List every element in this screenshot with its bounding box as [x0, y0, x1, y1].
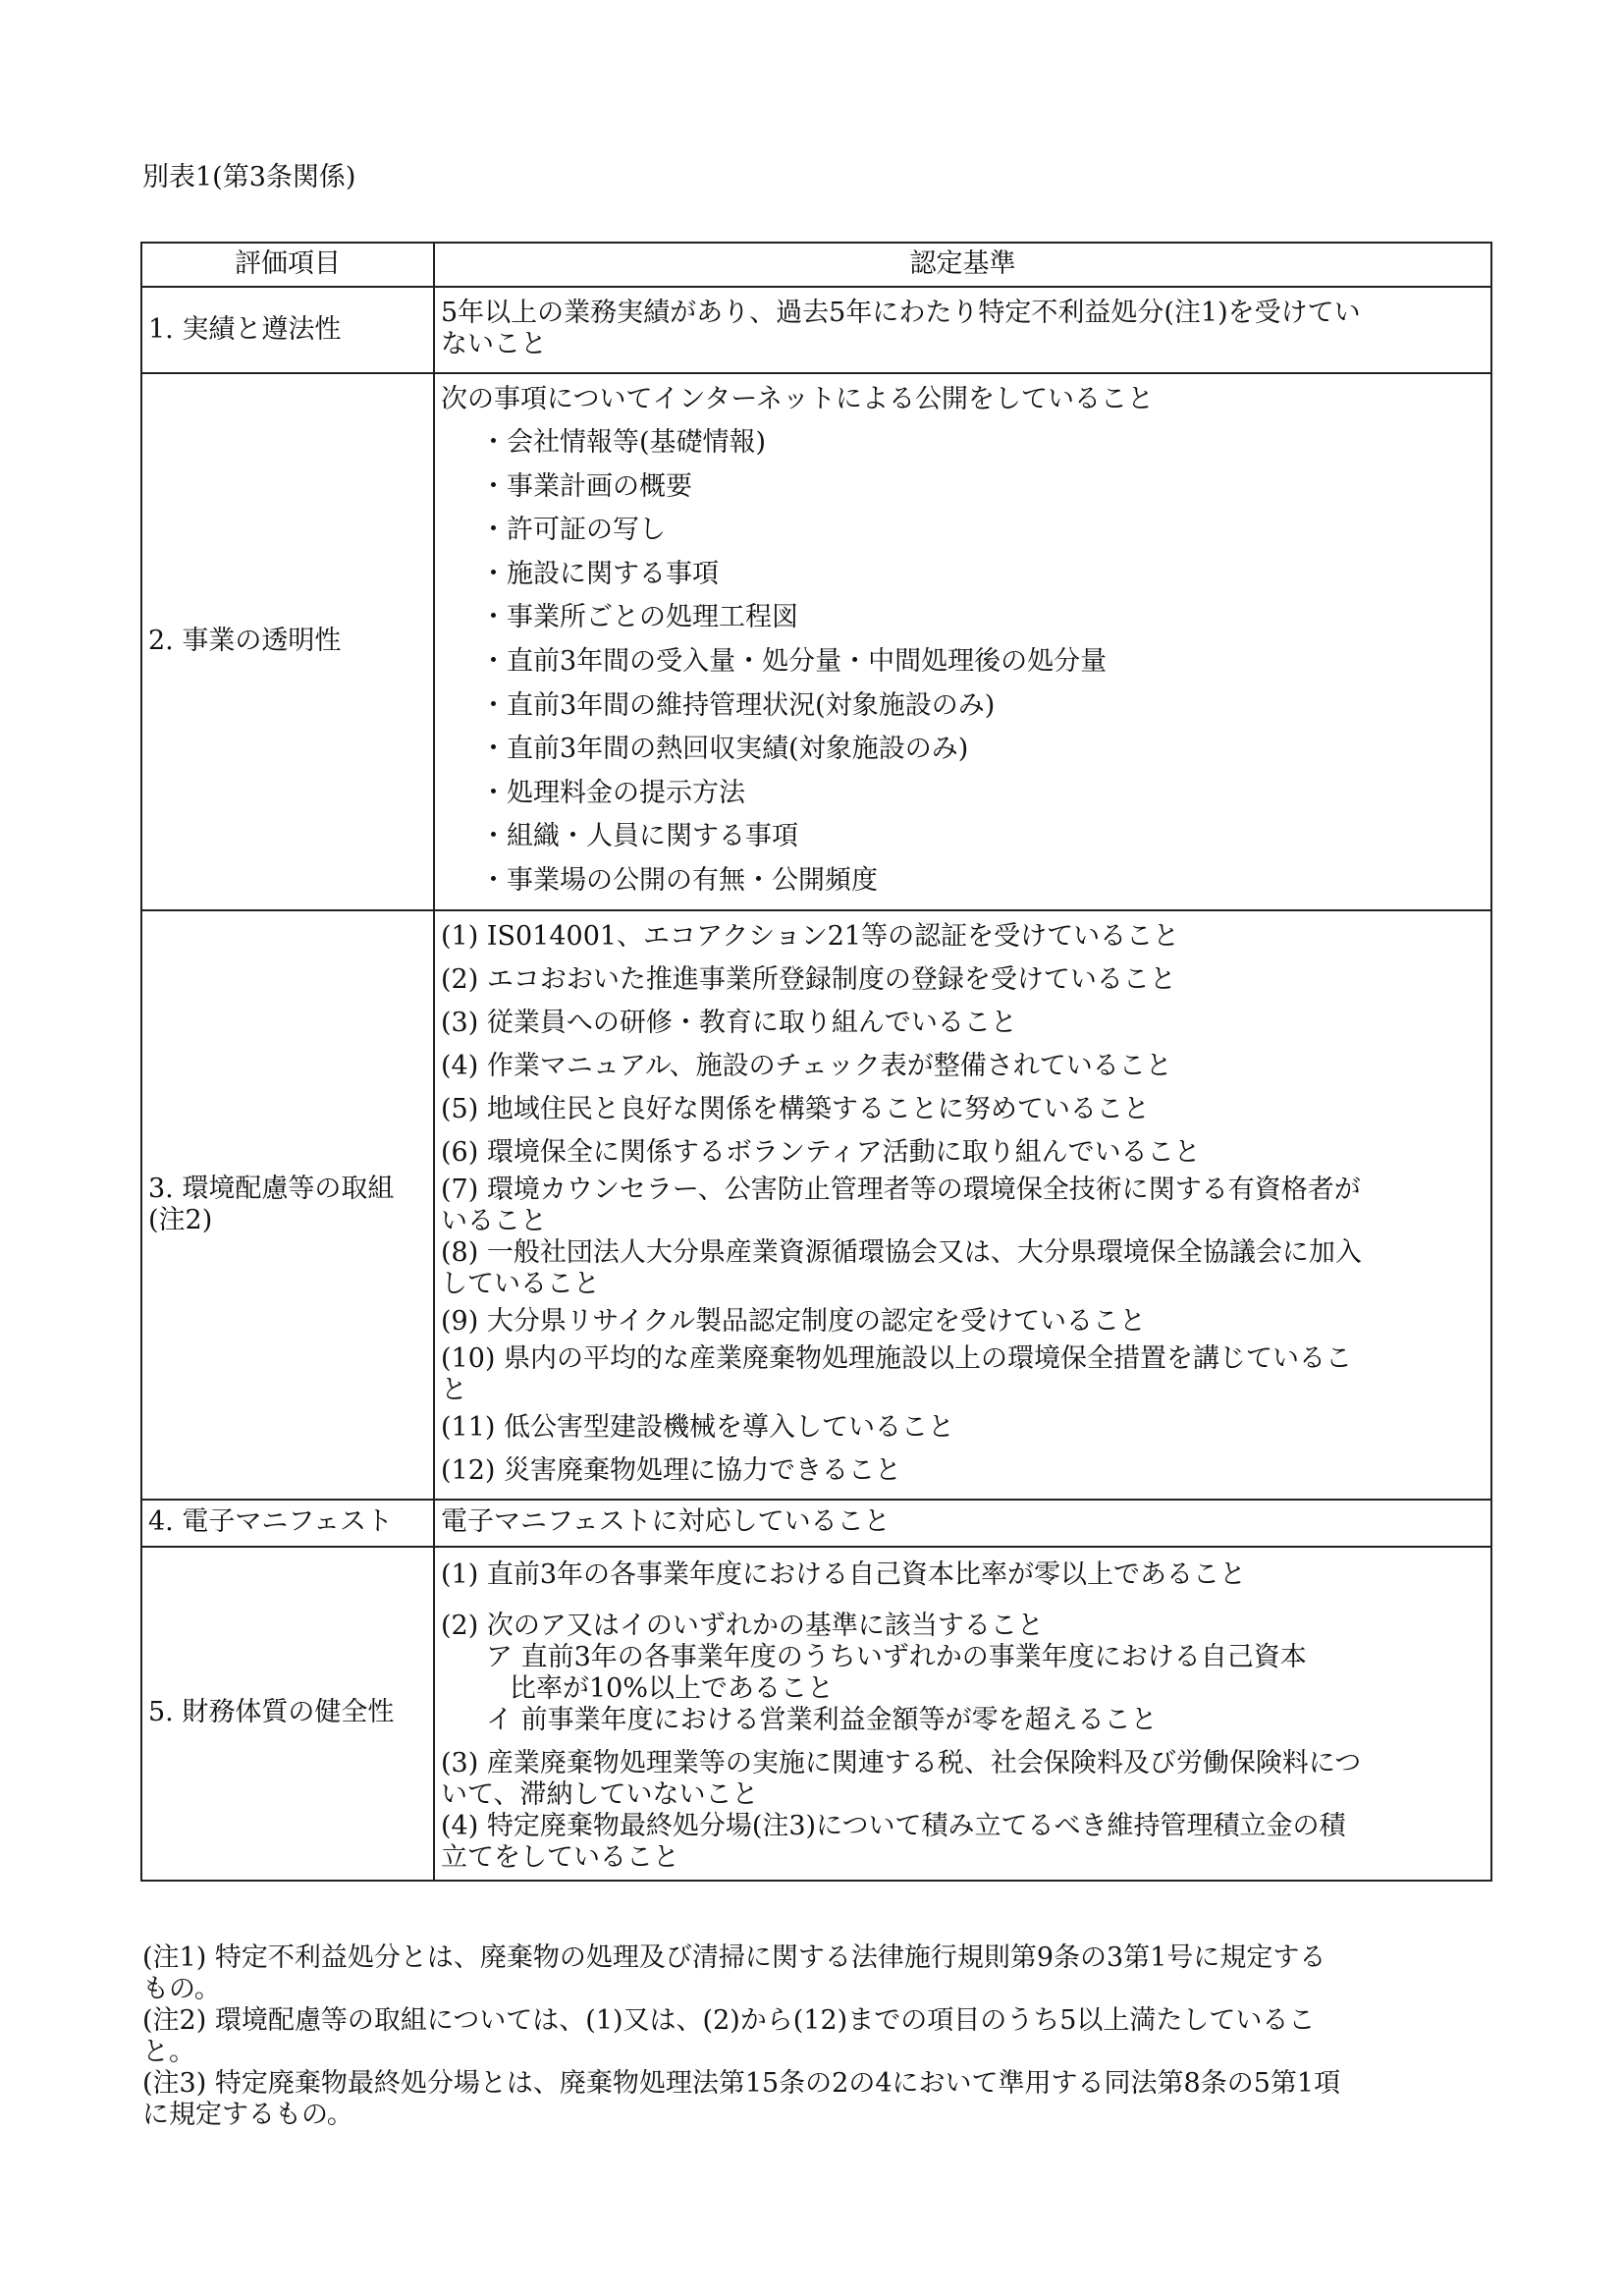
criteria-line: (4) 作業マニュアル、施設のチェック表が整備されていること [441, 1050, 1172, 1081]
criteria-cell: 電子マニフェストに対応していること [434, 1500, 1491, 1547]
document-title: 別表1(第3条関係) [142, 162, 356, 192]
list-item: ・直前3年間の熱回収実績(対象施設のみ) [480, 734, 969, 765]
footnote-line: に規定するもの。 [142, 2100, 353, 2130]
criteria-line: (9) 大分県リサイクル製品認定制度の認定を受けていること [441, 1305, 1147, 1337]
criteria-line: (3) 従業員への研修・教育に取り組んでいること [441, 1007, 1017, 1038]
criteria-subline: ア 直前3年の各事業年度のうちいずれかの事業年度における自己資本 [486, 1641, 1307, 1672]
list-item: ・処理料金の提示方法 [480, 777, 745, 808]
criteria-line: (11) 低公害型建設機械を導入していること [441, 1411, 955, 1443]
table-row [141, 1547, 1491, 1881]
criteria-line: 立てをしていること [441, 1841, 679, 1873]
list-item: ・許可証の写し [480, 515, 666, 546]
table-header-row [141, 243, 1491, 287]
list-item: ・施設に関する事項 [480, 558, 719, 589]
criteria-cell [434, 910, 1491, 1500]
criteria-line: と [441, 1374, 467, 1405]
criteria-subline: イ 前事業年度における営業利益金額等が零を超えること [486, 1704, 1158, 1735]
criteria-line: していること [441, 1268, 600, 1299]
criteria-line: (2) 次のア又はイのいずれかの基準に該当すること [441, 1610, 1044, 1641]
criteria-line: 5年以上の業務実績があり、過去5年にわたり特定不利益処分(注1)を受けてい [441, 298, 1361, 328]
list-item: ・直前3年間の受入量・処分量・中間処理後の処分量 [480, 645, 1108, 677]
criteria-line: (1) 直前3年の各事業年度における自己資本比率が零以上であること [441, 1558, 1247, 1590]
footnote-line: (注2) 環境配慮等の取組については、(1)又は、(2)から(12)までの項目のうち5以上満たしているこ [142, 2005, 1316, 2036]
table-row [141, 1500, 1491, 1547]
criteria-table [140, 242, 1492, 1882]
item-cell: 5. 財務体質の健全性 [141, 1547, 434, 1881]
item-line: 3. 環境配慮等の取組 [148, 1173, 395, 1204]
criteria-line: (12) 災害廃棄物処理に協力できること [441, 1454, 902, 1486]
criteria-line: (1) IS014001、エコアクション21等の認証を受けていること [441, 920, 1180, 952]
criteria-cell [434, 1547, 1491, 1881]
list-item: ・事業所ごとの処理工程図 [480, 602, 798, 633]
footnote-line: (注3) 特定廃棄物最終処分場とは、廃棄物処理法第15条の2の4において準用する同法第8条の5第1項 [142, 2068, 1341, 2099]
list-item: ・組織・人員に関する事項 [480, 821, 798, 852]
item-cell [141, 910, 434, 1500]
criteria-line: (2) エコおおいた推進事業所登録制度の登録を受けていること [441, 963, 1176, 995]
criteria-line: ないこと [441, 329, 547, 359]
criteria-line: いること [441, 1205, 547, 1236]
criteria-line: (10) 県内の平均的な産業廃棄物処理施設以上の環境保全措置を講じているこ [441, 1342, 1353, 1374]
table-row [141, 910, 1491, 1500]
criteria-line: (4) 特定廃棄物最終処分場(注3)について積み立てるべき維持管理積立金の積 [441, 1810, 1346, 1841]
footnotes [142, 1942, 1497, 2131]
footnote-line: (注1) 特定不利益処分とは、廃棄物の処理及び清掃に関する法律施行規則第9条の3第1号に規定する [142, 1942, 1326, 1973]
criteria-subline: 比率が10%以上であること [510, 1672, 835, 1704]
list-item: ・会社情報等(基礎情報) [480, 427, 767, 458]
footnote-line: もの。 [142, 1974, 221, 2004]
list-item: ・事業計画の概要 [480, 470, 692, 502]
criteria-line: いて、滞納していないこと [441, 1778, 759, 1810]
criteria-cell [434, 287, 1491, 373]
table-row [141, 287, 1491, 373]
item-cell: 4. 電子マニフェスト [141, 1500, 434, 1547]
list-item: ・直前3年間の維持管理状況(対象施設のみ) [480, 689, 996, 721]
item-cell: 2. 事業の透明性 [141, 373, 434, 910]
item-line: (注2) [148, 1204, 213, 1235]
item-cell: 1. 実績と遵法性 [141, 287, 434, 373]
list-item: ・事業場の公開の有無・公開頻度 [480, 864, 878, 896]
criteria-line: (3) 産業廃棄物処理業等の実施に関連する税、社会保険料及び労働保険料につ [441, 1747, 1362, 1778]
criteria-line: (7) 環境カウンセラー、公害防止管理者等の環境保全技術に関する有資格者が [441, 1174, 1361, 1205]
footnote-line: と。 [142, 2037, 195, 2067]
criteria-line: (8) 一般社団法人大分県産業資源循環協会又は、大分県環境保全協議会に加入 [441, 1236, 1362, 1268]
table-row [141, 373, 1491, 910]
criteria-line: (6) 環境保全に関係するボランティア活動に取り組んでいること [441, 1136, 1201, 1168]
criteria-intro: 次の事項についてインターネットによる公開をしていること [441, 384, 1155, 414]
criteria-line: (5) 地域住民と良好な関係を構築することに努めていること [441, 1093, 1150, 1124]
criteria-cell [434, 373, 1491, 910]
header-criteria: 認定基準 [434, 243, 1491, 287]
header-evaluation-item: 評価項目 [141, 243, 434, 287]
